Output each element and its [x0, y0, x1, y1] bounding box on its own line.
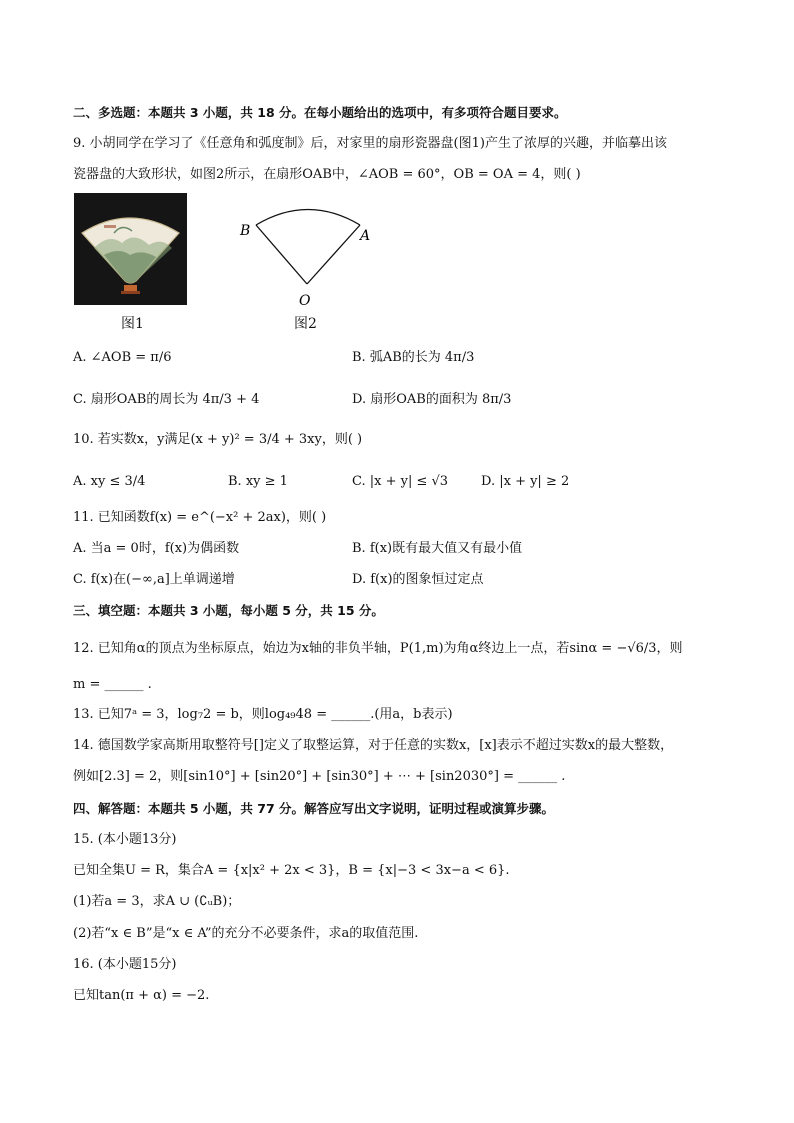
q15-stem: 已知全集U = R，集合A = {x|x² + 2x < 3}，B = {x|−3 < 3x−a < 6}. — [73, 863, 510, 878]
q12-stem-line1: 12. 已知角α的顶点为坐标原点，始边为x轴的非负半轴，P(1,m)为角α终边上一点，若sinα = −√6/3，则 — [73, 641, 683, 656]
figure-2-caption: 图2 — [294, 316, 317, 332]
q12-stem-line2: m = ______ . — [73, 677, 152, 692]
q9-stem-line1: 9. 小胡同学在学习了《任意角和弧度制》后，对家里的扇形瓷器盘(图1)产生了浓厚的兴趣，并临摹出该 — [73, 136, 667, 151]
q15-heading: 15. (本小题13分) — [73, 832, 177, 847]
q11-stem: 11. 已知函数f(x) = e^(−x² + 2ax)，则( ) — [73, 510, 327, 525]
q16-heading: 16. (本小题15分) — [73, 957, 177, 972]
q9-option-b: B. 弧AB的长为 4π/3 — [352, 350, 475, 365]
q11-option-c: C. f(x)在(−∞,a]上单调递增 — [73, 572, 235, 587]
q11-option-d: D. f(x)的图象恒过定点 — [352, 572, 484, 587]
q14-stem-line2: 例如[2.3] = 2，则[sin10°] + [sin20°] + [sin30°] + ⋯ + [sin2030°] = ______ . — [73, 769, 566, 784]
q10-option-c: C. |x + y| ≤ √3 — [352, 474, 449, 489]
q9-stem-line2: 瓷器盘的大致形状，如图2所示，在扇形OAB中，∠AOB = 60°，OB = OA = 4，则( ) — [73, 167, 581, 182]
point-a-label: A — [360, 228, 371, 244]
q11-option-b: B. f(x)既有最大值又有最小值 — [352, 541, 523, 556]
q16-stem: 已知tan(π + α) = −2. — [73, 988, 210, 1003]
q10-option-b: B. xy ≥ 1 — [228, 474, 288, 489]
q13-stem: 13. 已知7ᵃ = 3，log₇2 = b，则log₄₉48 = ______.(用a，b表示) — [73, 707, 453, 722]
point-b-label: B — [240, 223, 251, 239]
section-4-header: 四、解答题：本题共 5 小题，共 77 分。解答应写出文字说明，证明过程或演算步骤。 — [73, 801, 555, 816]
q9-option-d: D. 扇形OAB的面积为 8π/3 — [352, 392, 512, 407]
sector-oab-diagram — [236, 204, 376, 316]
q9-option-c: C. 扇形OAB的周长为 4π/3 + 4 — [73, 392, 260, 407]
q10-option-d: D. |x + y| ≥ 2 — [481, 474, 570, 489]
q9-option-a: A. ∠AOB = π/6 — [73, 350, 172, 365]
point-o-label: O — [299, 293, 311, 309]
q15-part-2: (2)若“x ∈ B”是“x ∈ A”的充分不必要条件，求a的取值范围. — [73, 926, 419, 941]
fan-porcelain-photo — [74, 193, 187, 305]
section-2-header: 二、多选题：本题共 3 小题，共 18 分。在每小题给出的选项中，有多项符合题目要求。 — [73, 105, 567, 120]
q10-option-a: A. xy ≤ 3/4 — [73, 474, 146, 489]
q14-stem-line1: 14. 德国数学家高斯用取整符号[]定义了取整运算，对于任意的实数x，[x]表示不超过实数x的最大整数， — [73, 738, 674, 753]
section-3-header: 三、填空题：本题共 3 小题，每小题 5 分，共 15 分。 — [73, 603, 384, 618]
figure-1-caption: 图1 — [121, 316, 144, 332]
q11-option-a: A. 当a = 0时，f(x)为偶函数 — [73, 541, 240, 556]
q15-part-1: (1)若a = 3，求A ∪ (∁ᵤB)； — [73, 894, 241, 909]
q10-stem: 10. 若实数x，y满足(x + y)² = 3/4 + 3xy，则( ) — [73, 432, 363, 447]
